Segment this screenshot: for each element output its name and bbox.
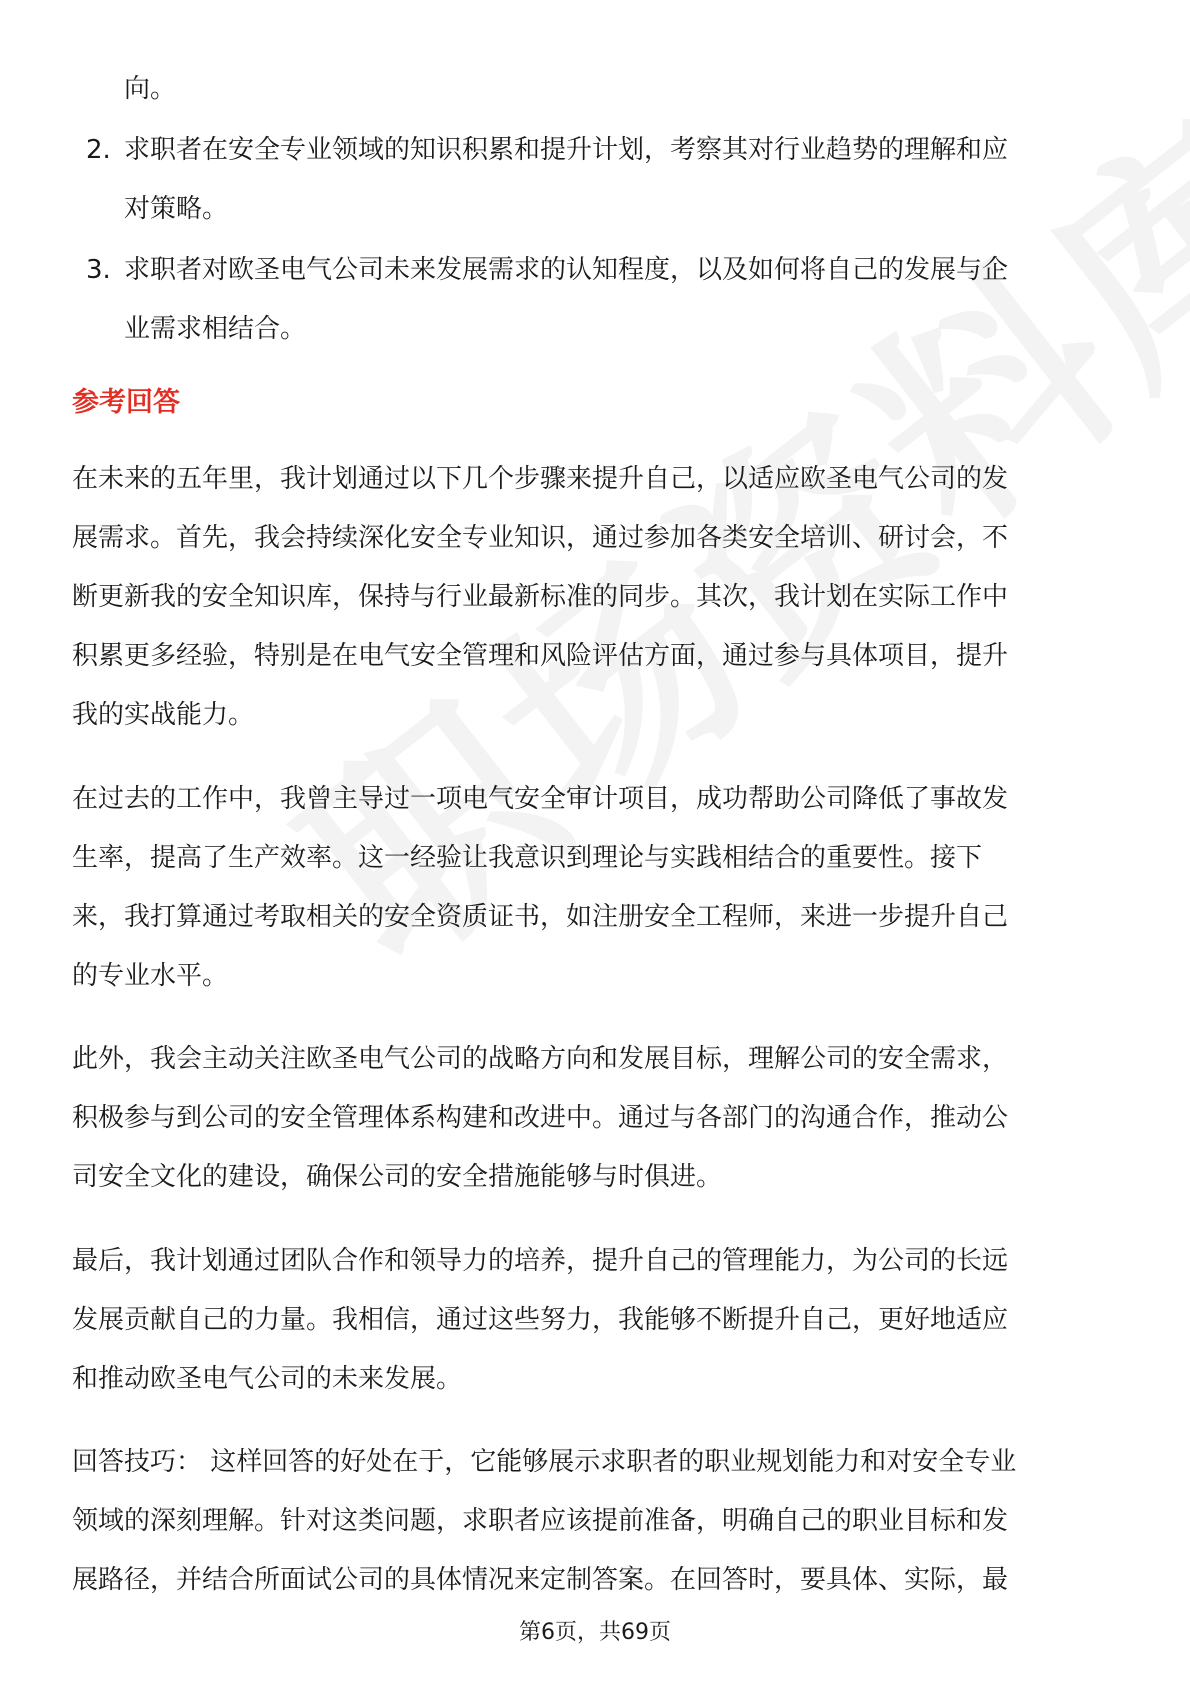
paragraph-5-line-1: 回答技巧： 这样回答的好处在于，它能够展示求职者的职业规划能力和对安全专业 xyxy=(72,1447,1017,1477)
list-item-3-line-1: 求职者对欧圣电气公司未来发展需求的认知程度，以及如何将自己的发展与企 xyxy=(124,255,1009,285)
paragraph-3-line-2: 积极参与到公司的安全管理体系构建和改进中。通过与各部门的沟通合作，推动公 xyxy=(72,1103,1009,1133)
list-item-2-line-2: 对策略。 xyxy=(124,194,229,224)
list-item-3-line-2: 业需求相结合。 xyxy=(124,314,307,344)
list-item-2-number: 2. xyxy=(86,135,111,165)
paragraph-3-line-3: 司安全文化的建设，确保公司的安全措施能够与时俱进。 xyxy=(72,1162,723,1192)
paragraph-2-line-4: 的专业水平。 xyxy=(72,961,229,991)
list-item-3-number: 3. xyxy=(86,255,111,285)
page-number: 第6页，共69页 xyxy=(519,1620,671,1645)
section-heading: 参考回答 xyxy=(72,387,180,418)
list-item-2-line-1: 求职者在安全专业领域的知识积累和提升计划，考察其对行业趋势的理解和应 xyxy=(124,135,1009,165)
paragraph-4-line-1: 最后，我计划通过团队合作和领导力的培养，提升自己的管理能力，为公司的长远 xyxy=(72,1246,1009,1276)
paragraph-1-line-2: 展需求。首先，我会持续深化安全专业知识，通过参加各类安全培训、研讨会，不 xyxy=(72,523,1009,553)
paragraph-2-line-1: 在过去的工作中，我曾主导过一项电气安全审计项目，成功帮助公司降低了事故发 xyxy=(72,784,1009,814)
paragraph-1-line-3: 断更新我的安全知识库，保持与行业最新标准的同步。其次，我计划在实际工作中 xyxy=(72,582,1009,612)
paragraph-1-line-1: 在未来的五年里，我计划通过以下几个步骤来提升自己，以适应欧圣电气公司的发 xyxy=(72,464,1009,494)
paragraph-1-line-5: 我的实战能力。 xyxy=(72,700,255,730)
paragraph-2-line-3: 来，我打算通过考取相关的安全资质证书，如注册安全工程师，来进一步提升自己 xyxy=(72,902,1009,932)
paragraph-3-line-1: 此外，我会主动关注欧圣电气公司的战略方向和发展目标，理解公司的安全需求， xyxy=(72,1044,1009,1074)
paragraph-2-line-2: 生率，提高了生产效率。这一经验让我意识到理论与实践相结合的重要性。接下 xyxy=(72,843,983,873)
paragraph-4-line-3: 和推动欧圣电气公司的未来发展。 xyxy=(72,1364,463,1394)
list-item-1-tail: 向。 xyxy=(124,74,177,104)
paragraph-1-line-4: 积累更多经验，特别是在电气安全管理和风险评估方面，通过参与具体项目，提升 xyxy=(72,641,1009,671)
paragraph-4-line-2: 发展贡献自己的力量。我相信，通过这些努力，我能够不断提升自己，更好地适应 xyxy=(72,1305,1009,1335)
paragraph-5-line-3: 展路径，并结合所面试公司的具体情况来定制答案。在回答时，要具体、实际，最 xyxy=(72,1565,1009,1595)
paragraph-5-line-2: 领域的深刻理解。针对这类问题，求职者应该提前准备，明确自己的职业目标和发 xyxy=(72,1506,1009,1536)
